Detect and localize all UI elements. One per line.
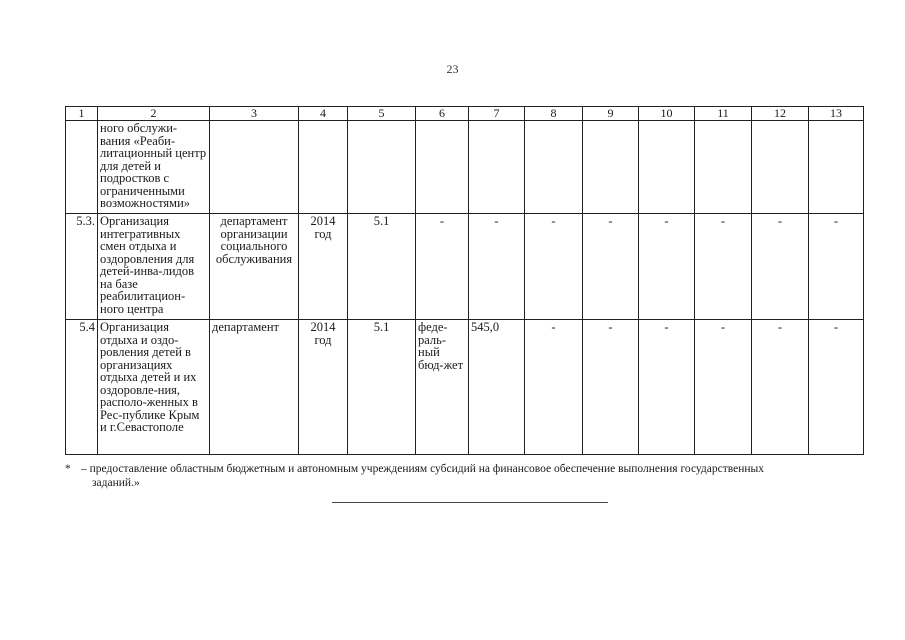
executor-cell: департамент xyxy=(210,320,299,455)
footnote-marker: * xyxy=(65,463,71,475)
column-number-cell: 2 xyxy=(98,107,210,121)
column-number-cell: 7 xyxy=(469,107,525,121)
column-number-cell: 12 xyxy=(752,107,809,121)
value-cell: 545,0 xyxy=(469,320,525,455)
column-number-cell: 13 xyxy=(809,107,864,121)
executor-cell: департамент организации социального обслуживания xyxy=(210,214,299,320)
value-cell: - xyxy=(809,214,864,320)
period-cell xyxy=(299,121,348,214)
value-cell xyxy=(583,121,639,214)
value-cell: - xyxy=(469,214,525,320)
column-number-cell: 5 xyxy=(348,107,416,121)
funding-source-cell xyxy=(416,121,469,214)
value-cell: - xyxy=(639,214,695,320)
link-cell xyxy=(348,121,416,214)
value-cell: - xyxy=(752,320,809,455)
value-cell xyxy=(639,121,695,214)
program-table xyxy=(65,106,864,455)
measure-name-cell: Организация интегративных смен отдыха и оздоровления для детей-инва-лидов на базе реабилитацион-ного центра xyxy=(98,214,210,320)
table-row-5-3 xyxy=(66,214,864,320)
closing-rule xyxy=(332,502,608,503)
column-number-cell: 1 xyxy=(66,107,98,121)
funding-source-cell: - xyxy=(416,214,469,320)
column-number-cell: 4 xyxy=(299,107,348,121)
column-number-row xyxy=(66,107,864,121)
footnote-text: – предоставление областным бюджетным и автономным учреждениям субсидий на финансовое обеспечение выполнения государственных xyxy=(81,463,765,475)
value-cell: - xyxy=(752,214,809,320)
executor-cell xyxy=(210,121,299,214)
footnote-line xyxy=(65,462,835,476)
footnote xyxy=(65,462,835,490)
period-cell: 2014 год xyxy=(299,320,348,455)
period-cell: 2014 год xyxy=(299,214,348,320)
value-cell: - xyxy=(639,320,695,455)
value-cell: - xyxy=(583,320,639,455)
measure-name-cell: ного обслужи-вания «Реаби-литационный центр для детей и подростков с ограниченными возможностями» xyxy=(98,121,210,214)
column-number-cell: 8 xyxy=(525,107,583,121)
column-number-cell: 9 xyxy=(583,107,639,121)
row-number-cell xyxy=(66,121,98,214)
value-cell xyxy=(752,121,809,214)
value-cell xyxy=(809,121,864,214)
value-cell: - xyxy=(583,214,639,320)
column-number-cell: 10 xyxy=(639,107,695,121)
footnote-continuation: заданий.» xyxy=(92,477,140,489)
column-number-cell: 3 xyxy=(210,107,299,121)
link-cell: 5.1 xyxy=(348,320,416,455)
value-cell xyxy=(525,121,583,214)
value-cell xyxy=(469,121,525,214)
column-number-cell: 11 xyxy=(695,107,752,121)
measure-name-cell: Организация отдыха и оздо-ровления детей в организациях отдыха детей и их оздоровле-ния, располо-женных в Рес-публике Крым и г.Севастополе xyxy=(98,320,210,455)
link-cell: 5.1 xyxy=(348,214,416,320)
page-number: 23 xyxy=(446,62,459,76)
table-row-continuation xyxy=(66,121,864,214)
value-cell: - xyxy=(809,320,864,455)
column-number-cell: 6 xyxy=(416,107,469,121)
value-cell xyxy=(695,121,752,214)
value-cell: - xyxy=(695,214,752,320)
funding-source-cell: феде-раль-ный бюд-жет xyxy=(416,320,469,455)
value-cell: - xyxy=(525,320,583,455)
row-number-cell: 5.3. xyxy=(66,214,98,320)
row-number-cell: 5.4 xyxy=(66,320,98,455)
value-cell: - xyxy=(525,214,583,320)
table-row-5-4 xyxy=(66,320,864,455)
value-cell: - xyxy=(695,320,752,455)
